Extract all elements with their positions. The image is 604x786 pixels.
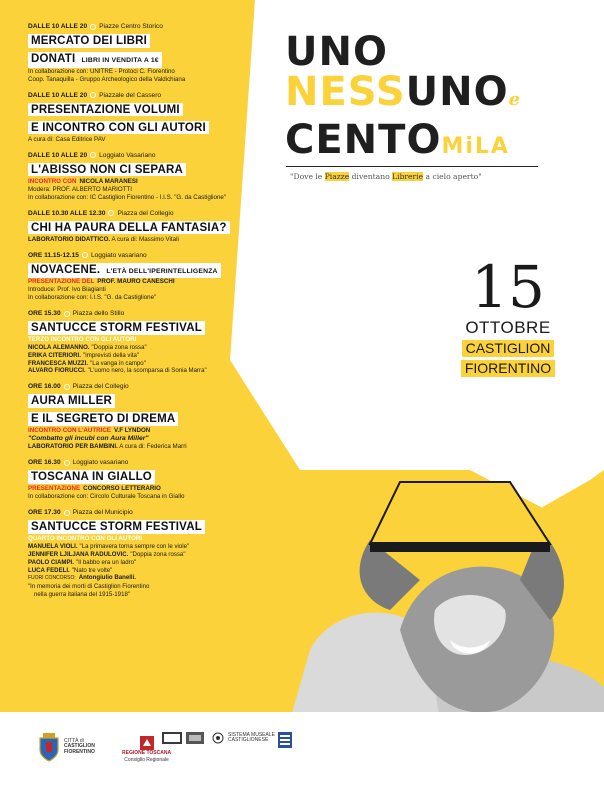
author-name: PAOLO CIAMPI.	[28, 558, 74, 566]
event-place: Loggiato vasariano	[72, 459, 129, 467]
detail-label: A cura di:	[28, 135, 54, 143]
museum-logo-line-1: SISTEMA MUSEALE	[228, 731, 275, 738]
event-title-text: L'ABISSO NON CI SEPARA	[31, 163, 183, 176]
event-place: Piazza del Collegio	[72, 383, 129, 391]
event-when	[28, 22, 253, 31]
location-pin-icon	[90, 152, 96, 158]
event-intro-name: V.F LYNDON	[113, 427, 151, 435]
sponsor-logo-2	[186, 732, 204, 744]
detail-label: Modera:	[28, 185, 51, 193]
event-date	[448, 253, 568, 378]
memorial-line: "In memoria dei morti di Castiglion Fiorentino	[28, 583, 150, 591]
event-intro-name: CONCORSO LETTERARIO	[83, 485, 161, 493]
author-work: "La primavera torna sempre con le viole"	[79, 543, 190, 551]
event-intro-label: INCONTRO CON	[28, 177, 77, 185]
event-when	[28, 91, 253, 100]
author-work: "La vanga in campo"	[90, 359, 146, 367]
event-place: Piazza del Collegio	[117, 209, 174, 217]
event-time: ORE 11.15-12.15	[28, 251, 79, 259]
coat-of-arms-icon	[38, 732, 60, 762]
event-detail-line	[28, 136, 253, 144]
event-intro-label: INCONTRO CON L'AUTRICE	[28, 427, 111, 435]
location-pin-icon	[108, 210, 114, 216]
author-line	[28, 559, 253, 567]
event-title-text: AURA MILLER	[31, 395, 112, 408]
event-detail-line	[28, 286, 253, 294]
author-line	[28, 360, 253, 368]
event-when	[28, 209, 253, 218]
event-detail-line	[28, 68, 253, 76]
event-block	[28, 251, 253, 303]
author-work: "Doppia zona rossa"	[130, 550, 186, 558]
location-pin-icon	[64, 384, 70, 390]
event-time: DALLE 10.30 ALLE 12.30	[28, 209, 106, 217]
author-line	[28, 543, 253, 551]
detail-label: In collaborazione con:	[28, 67, 89, 75]
event-when	[28, 508, 253, 517]
event-title-text: NOVACENE.	[31, 263, 101, 276]
event-title-text: DONATI	[31, 53, 76, 65]
event-block	[28, 382, 253, 451]
event-intro-label: QUARTO INCONTRO CON GLI AUTORI	[28, 535, 143, 543]
event-intro	[28, 535, 253, 543]
author-work: "L'uomo nero, la scomparsa di Sonia Marra"	[87, 367, 207, 375]
event-detail-line	[28, 294, 253, 302]
city-logo-line-3: FIORENTINO	[64, 748, 95, 755]
detail-text: Coop. Tanaquilla - Gruppo Archeologico della Valdichiana	[28, 75, 186, 83]
event-block	[28, 508, 253, 599]
event-place: Loggiato vasariano	[90, 251, 147, 259]
location-pin-icon	[64, 460, 70, 466]
event-block	[28, 91, 253, 144]
event-block	[28, 458, 253, 501]
logo-line-2	[285, 69, 565, 120]
author-line	[28, 551, 253, 559]
logo-line-3	[285, 117, 565, 167]
author-name: ERIKA CITERIORI.	[28, 351, 81, 359]
event-title	[28, 520, 205, 534]
event-block	[28, 151, 253, 202]
woman-reading-illustration	[250, 480, 604, 720]
event-title	[28, 121, 209, 135]
museum-logo-line-2: CASTIGLIONESE	[228, 737, 269, 743]
sponsor-badge-icon	[278, 732, 292, 748]
event-time: ORE 15.30	[28, 310, 61, 317]
logo-mila: MiLA	[441, 134, 510, 159]
event-time: ORE 16.30	[28, 459, 61, 467]
tagline: "Dove le Piazze diventano Librerie a cielo aperto"	[290, 172, 482, 181]
event-when	[28, 251, 253, 260]
author-name: LUCA FEDELI.	[28, 566, 70, 574]
event-title-text: TOSCANA IN GIALLO	[31, 471, 152, 484]
city-line-2: FIORENTINO	[461, 360, 555, 377]
date-day: 15	[471, 253, 545, 321]
detail-label: LABORATORIO PER BAMBINI.	[28, 443, 118, 451]
event-quote: "Combatto gli incubi con Aura Miller"	[28, 435, 149, 443]
event-title-extra: LIBRI IN VENDITA A 1€	[81, 57, 159, 64]
author-line	[28, 567, 253, 575]
detail-text: A cura di: Federica Marri	[119, 443, 187, 451]
event-title	[28, 470, 155, 484]
museum-seal-icon	[212, 732, 224, 744]
city-line-1: CASTIGLION	[462, 340, 555, 357]
author-name: ALVARO FIORUCCI.	[28, 367, 86, 375]
event-intro	[28, 485, 253, 493]
event-place: Loggiato Vasariano	[99, 151, 156, 159]
author-name: MANUELA VIOLI.	[28, 543, 78, 551]
event-title-text: E IL SEGRETO DI DREMA	[31, 413, 176, 426]
event-place: Piazzale del Cassero	[99, 91, 162, 99]
event-place: Piazze Centro Storico	[99, 23, 163, 30]
event-title	[28, 34, 150, 48]
region-logo-line-1: REGIONE TOSCANA	[122, 750, 172, 756]
event-detail-line	[28, 236, 253, 244]
detail-label: In collaborazione con:	[28, 193, 89, 201]
author-work: "Nato tre volte"	[71, 566, 113, 574]
event-title	[28, 52, 162, 68]
event-when	[28, 382, 253, 391]
fuori-label: FUORI CONCORSO:	[28, 575, 76, 582]
event-time: ORE 16.00	[28, 383, 61, 391]
event-intro-label: PRESENTAZIONE	[28, 485, 81, 493]
detail-label: LABORATORIO DIDATTICO.	[28, 235, 111, 243]
event-title-text: SANTUCCE STORM FESTIVAL	[31, 322, 202, 334]
detail-label: In collaborazione con:	[28, 294, 89, 301]
memorial-line: nella guerra italiana del 1915-1918"	[34, 590, 131, 598]
event-detail-line	[28, 443, 253, 451]
detail-text: A cura di: Massimo Vitali	[111, 235, 179, 243]
event-detail-line	[28, 186, 253, 194]
fuori-name: Antongiulio Banelli.	[78, 574, 136, 582]
event-when	[28, 151, 253, 160]
sponsor-mark-icon	[162, 732, 182, 744]
event-block	[28, 209, 253, 244]
event-title	[28, 321, 205, 335]
author-name: JENNIFER LJILJANA RADULOVIC.	[28, 550, 129, 558]
sponsor-logo-1	[162, 732, 182, 744]
date-month: OTTOBRE	[465, 318, 551, 337]
event-intro	[28, 278, 253, 286]
event-title	[28, 263, 221, 279]
fuori-concorso	[28, 574, 253, 583]
city-logo-line-1: CITTÀ di	[64, 737, 84, 744]
detail-text: I.I.S. "G. da Castiglione"	[89, 294, 157, 301]
location-pin-icon	[82, 252, 88, 258]
event-place: Piazza dello Stillo	[72, 310, 125, 317]
location-pin-icon	[64, 311, 70, 317]
event-detail-line	[28, 76, 253, 84]
event-title-text: PRESENTAZIONE VOLUMI	[31, 103, 180, 116]
event-title-text: E INCONTRO CON GLI AUTORI	[31, 121, 206, 134]
logo-uno: UNO	[285, 29, 388, 75]
event-title	[28, 103, 183, 117]
event-title	[28, 394, 115, 408]
detail-text: Circolo Culturale Toscana in Giallo	[89, 493, 185, 501]
event-time: ORE 17.30	[28, 509, 61, 517]
author-line	[28, 344, 253, 352]
logo-uno-2: UNO	[405, 69, 509, 115]
event-time: DALLE 10 ALLE 20	[28, 91, 88, 99]
author-line	[28, 367, 253, 375]
logo-ness: NESS	[285, 69, 406, 115]
event-detail-line	[28, 493, 253, 501]
event-intro-label: PRESENTAZIONE DEL	[28, 278, 95, 285]
city-logo-line-2: CASTIGLION	[64, 743, 95, 750]
event-list	[28, 22, 253, 606]
author-work: "Doppia zona rossa"	[91, 344, 147, 351]
event-block	[28, 22, 253, 84]
event-intro	[28, 336, 253, 344]
location-pin-icon	[64, 510, 70, 516]
event-title-extra: L'ETÀ DELL'IPERINTELLIGENZA	[106, 267, 218, 275]
detail-text: IC Castiglion Fiorentino - I.I.S. "G. da Castiglione"	[89, 193, 227, 201]
event-title	[28, 412, 178, 426]
event-intro-label: TERZO INCONTRO CON GLI AUTORI	[28, 336, 137, 343]
logo-divider	[286, 166, 538, 167]
event-title-text: SANTUCCE STORM FESTIVAL	[31, 521, 202, 534]
festival-logo	[285, 29, 565, 167]
event-block	[28, 309, 253, 375]
event-intro	[28, 178, 253, 186]
detail-label: Introduce:	[28, 286, 56, 293]
sponsor-mark-icon-2	[186, 732, 204, 744]
logo-e: e	[508, 89, 522, 110]
author-name: NICOLA ALEMANNO.	[28, 344, 90, 351]
event-time: DALLE 10 ALLE 20	[28, 151, 88, 159]
detail-label: In collaborazione con:	[28, 493, 89, 501]
pegasus-icon	[140, 736, 154, 750]
logo-cento: CENTO	[285, 117, 442, 163]
museum-logo	[212, 732, 275, 744]
event-place: Piazza del Municipio	[72, 509, 133, 517]
detail-text: Casa Editrice PAV	[55, 135, 106, 143]
event-intro-name: NICOLA MARANESI	[79, 177, 138, 185]
author-line	[28, 352, 253, 360]
event-detail-line	[28, 194, 253, 202]
event-title-text: MERCATO DEI LIBRI	[31, 35, 148, 47]
event-when	[28, 458, 253, 467]
event-when	[28, 309, 253, 318]
event-title-text: CHI HA PAURA DELLA FANTASIA?	[31, 221, 227, 234]
event-intro-name: PROF. MAURO CANESCHI	[97, 278, 175, 285]
sponsor-logo-3	[278, 732, 292, 748]
region-logo-line-2: Consiglio Regionale	[124, 756, 169, 763]
author-work: "Imprevisti della vita"	[82, 351, 140, 359]
detail-text: Prof. Ivo Biagianti	[57, 286, 106, 293]
event-title	[28, 163, 186, 177]
city-logo	[38, 732, 95, 762]
logo-line-1	[285, 29, 565, 75]
detail-text: UNITRE - Protoci C. Fiorentino	[89, 67, 175, 75]
author-name: FRANCESCA MUZZI.	[28, 359, 89, 367]
author-work: "Il babbo era un ladro"	[75, 558, 137, 566]
event-title	[28, 221, 230, 235]
event-time: DALLE 10 ALLE 20	[28, 23, 88, 30]
location-pin-icon	[90, 92, 96, 98]
location-pin-icon	[90, 24, 96, 30]
event-intro	[28, 427, 253, 435]
detail-text: PROF. ALBERTO MARIOTTI	[52, 185, 132, 193]
